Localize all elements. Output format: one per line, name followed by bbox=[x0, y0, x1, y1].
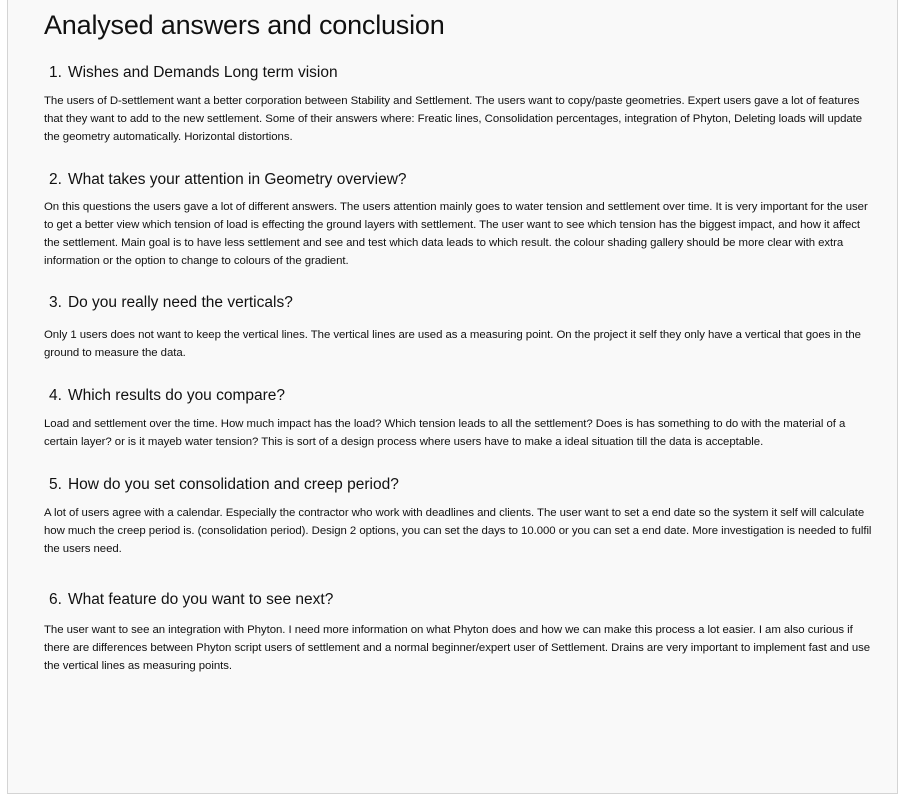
section-heading-text: Do you really need the verticals? bbox=[67, 294, 293, 311]
document-page bbox=[7, 0, 898, 794]
section-heading-5 bbox=[49, 476, 399, 494]
section-number: 5. bbox=[49, 476, 62, 493]
section-number: 4. bbox=[49, 387, 62, 404]
section-heading-text: How do you set consolidation and creep period? bbox=[67, 476, 399, 493]
section-heading-text: Wishes and Demands Long term vision bbox=[67, 64, 338, 81]
section-heading-4 bbox=[49, 387, 285, 405]
section-heading-text: Which results do you compare? bbox=[67, 387, 286, 404]
section-heading-text: What feature do you want to see next? bbox=[67, 591, 334, 608]
section-body-2: On this questions the users gave a lot of different answers. The users attention mainly goes to water tension and settlement over time. It is very important for the user to get a better view which tension of load is effecting the ground layers with settlement. The user want to see which tension has the biggest impact, and how it affect the settlement. Main goal is to have less settlement and see and test which data leads to which result. the colour shading gallery should be more clear with extra information or the option to change to colours of the gradient. bbox=[44, 201, 868, 267]
section-number: 2. bbox=[49, 171, 62, 188]
section-number: 3. bbox=[49, 294, 62, 311]
section-heading-1 bbox=[49, 64, 338, 82]
section-body-4: Load and settlement over the time. How much impact has the load? Which tension leads to all the settlement? Does is has something to do with the material of a certain layer? or is it mayeb water tension? This is sort of a design process where users have to make a ideal situation till the data is acceptable. bbox=[44, 418, 846, 448]
section-body-5: A lot of users agree with a calendar. Especially the contractor who work with deadlines and clients. The user want to set a end date so the system it self will calculate how much the creep period is. (consolidation period). Design 2 options, you can set the days to 10.000 or you can set a end date. More investigation is needed to fulfil the users need. bbox=[44, 507, 872, 555]
section-heading-3 bbox=[49, 294, 293, 312]
section-body-3: Only 1 users does not want to keep the vertical lines. The vertical lines are used as a measuring point. On the project it self they only have a vertical that goes in the ground to measure the data. bbox=[44, 329, 861, 359]
section-heading-6 bbox=[49, 591, 333, 609]
section-number: 6. bbox=[49, 591, 62, 608]
section-body-1: The users of D-settlement want a better corporation between Stability and Settlement. The users want to copy/paste geometries. Expert users gave a lot of features that they want to add to the new settlement. Some of their answers where: Freatic lines, Consolidation percentages, integration of Phyton, Deleting loads will update the geometry automatically. Horizontal distortions. bbox=[44, 95, 863, 143]
section-heading-2 bbox=[49, 171, 407, 189]
section-heading-text: What takes your attention in Geometry overview? bbox=[67, 171, 407, 188]
section-body-6: The user want to see an integration with Phyton. I need more information on what Phyton does and how we can make this process a lot easier. I am also curious if there are differences between Phyton script users of settlement and a normal beginner/expert user of Settlement. Drains are very important to implement fast and use the vertical lines as measuring points. bbox=[44, 624, 871, 672]
page-title: Analysed answers and conclusion bbox=[44, 10, 445, 40]
section-number: 1. bbox=[49, 64, 62, 81]
